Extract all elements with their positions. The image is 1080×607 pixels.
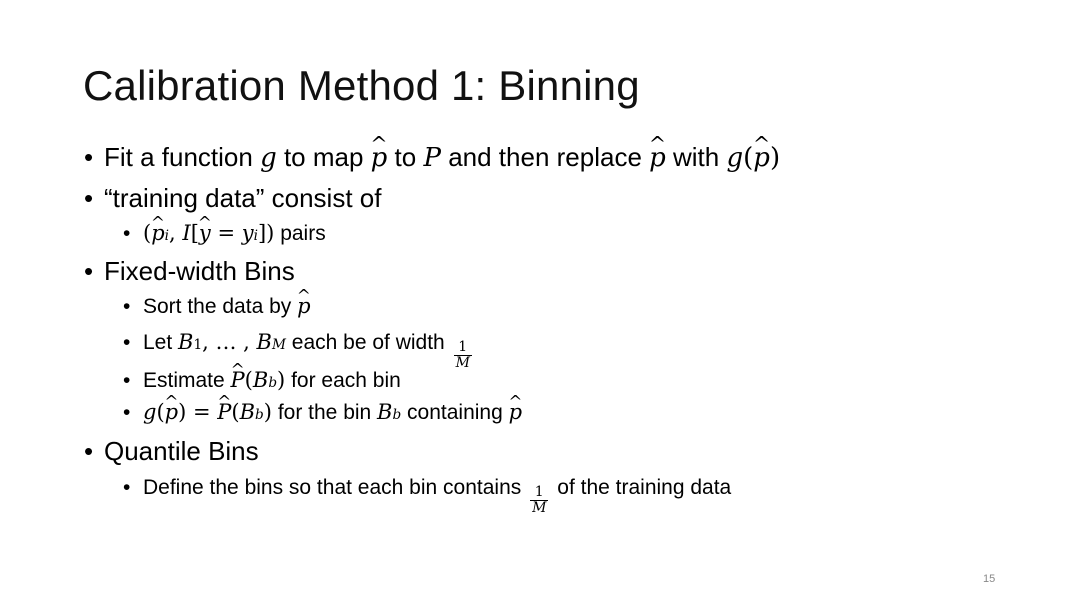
math-g: g xyxy=(143,400,157,424)
bullet-text: for each bin xyxy=(285,369,401,392)
math-subscript: M xyxy=(271,337,286,353)
math-fraction xyxy=(530,485,548,515)
bullet-text: Quantile Bins xyxy=(104,436,259,466)
math-subscript: i xyxy=(164,228,170,244)
math-paren: ( xyxy=(743,143,754,173)
math-subscript: b xyxy=(392,407,402,423)
sub-bullet-sort xyxy=(123,294,311,319)
bullet-text: of the training data xyxy=(551,476,732,499)
math-p-hat: p ^ xyxy=(509,400,522,424)
bullet-marker: • xyxy=(123,222,131,245)
bullet-training-data xyxy=(84,183,381,214)
math-paren: ( xyxy=(231,400,240,424)
bullet-text: Fit a function xyxy=(104,142,261,172)
bullet-text: Fixed-width Bins xyxy=(104,256,295,286)
math-subscript: i xyxy=(253,228,258,244)
bullet-text: Sort the data by xyxy=(143,295,298,318)
math-fraction xyxy=(454,340,472,370)
math-paren: ( xyxy=(156,400,165,424)
bullet-quantile-bins xyxy=(84,436,259,467)
math-I: I xyxy=(182,221,191,245)
bullet-text: Let xyxy=(143,331,179,354)
bullet-text: Estimate xyxy=(143,369,231,392)
bullet-marker: • xyxy=(84,436,94,466)
bullet-marker: • xyxy=(123,369,131,392)
math-dots: , … , xyxy=(202,330,257,354)
bullet-text: with xyxy=(665,142,727,172)
math-g: g xyxy=(260,143,277,173)
math-subscript: 1 xyxy=(193,337,203,353)
sub-bullet-define xyxy=(123,476,732,516)
sub-bullet-let xyxy=(123,330,475,371)
bullet-text: and then replace xyxy=(440,142,650,172)
fraction-denominator: M xyxy=(532,499,547,516)
bullet-text: Define the bins so that each bin contains xyxy=(143,476,528,499)
math-B: B xyxy=(178,330,194,354)
page-number: 15 xyxy=(983,573,996,585)
math-B: B xyxy=(239,400,256,424)
math-equals: = xyxy=(186,400,218,424)
bullet-text: “training data” consist of xyxy=(104,183,382,213)
math-p-hat: p ^ xyxy=(371,143,388,173)
math-comma: , xyxy=(169,221,183,245)
fraction-numerator: 1 xyxy=(458,339,468,355)
sub-bullet-pairs xyxy=(123,221,326,246)
math-paren: ( xyxy=(143,221,152,245)
bullet-text: to map xyxy=(276,142,371,172)
math-p-hat: p ^ xyxy=(297,294,310,318)
math-P-hat: P ^ xyxy=(217,400,231,424)
math-paren: ( xyxy=(244,368,253,392)
bullet-marker: • xyxy=(123,295,131,318)
math-g: g xyxy=(726,143,744,173)
math-paren: ) xyxy=(769,143,781,173)
bullet-text: containing xyxy=(401,401,509,424)
math-P: P xyxy=(423,143,441,173)
bullet-text: to xyxy=(387,142,424,172)
bullet-marker: • xyxy=(84,183,94,213)
bullet-text: pairs xyxy=(274,222,326,245)
math-p-hat: p ^ xyxy=(649,143,666,173)
math-bracket: [ xyxy=(190,221,199,245)
bullet-marker: • xyxy=(84,256,94,286)
math-bracket: ]) xyxy=(257,221,275,245)
sub-bullet-estimate xyxy=(123,368,401,393)
bullet-marker: • xyxy=(123,331,131,354)
slide-title: Calibration Method 1: Binning xyxy=(83,62,640,109)
math-subscript: b xyxy=(255,407,264,423)
math-equals: = xyxy=(210,221,242,245)
math-paren: ) xyxy=(263,400,272,424)
bullet-text: for the bin xyxy=(271,401,378,424)
bullet-fixed-width-bins xyxy=(84,256,295,287)
bullet-text: each be of width xyxy=(285,331,451,354)
fraction-numerator: 1 xyxy=(534,484,544,500)
bullet-fit-function xyxy=(84,142,780,173)
math-B: B xyxy=(256,330,272,354)
bullet-marker: • xyxy=(123,476,131,499)
math-y-hat: y ^ xyxy=(199,221,211,245)
math-y: y xyxy=(241,221,254,245)
math-B: B xyxy=(252,368,269,392)
math-p-hat: p ^ xyxy=(151,221,164,245)
math-paren: ) xyxy=(277,368,286,392)
math-p-hat: p ^ xyxy=(165,400,178,424)
math-p-hat: p ^ xyxy=(753,143,770,173)
math-subscript: b xyxy=(268,375,278,391)
bullet-marker: • xyxy=(84,142,94,172)
math-B: B xyxy=(377,400,393,424)
fraction-denominator: M xyxy=(455,354,470,371)
bullet-marker: • xyxy=(123,401,131,424)
math-P-hat: P ^ xyxy=(231,368,245,392)
sub-bullet-g-definition xyxy=(123,400,522,425)
math-paren: ) xyxy=(178,400,187,424)
